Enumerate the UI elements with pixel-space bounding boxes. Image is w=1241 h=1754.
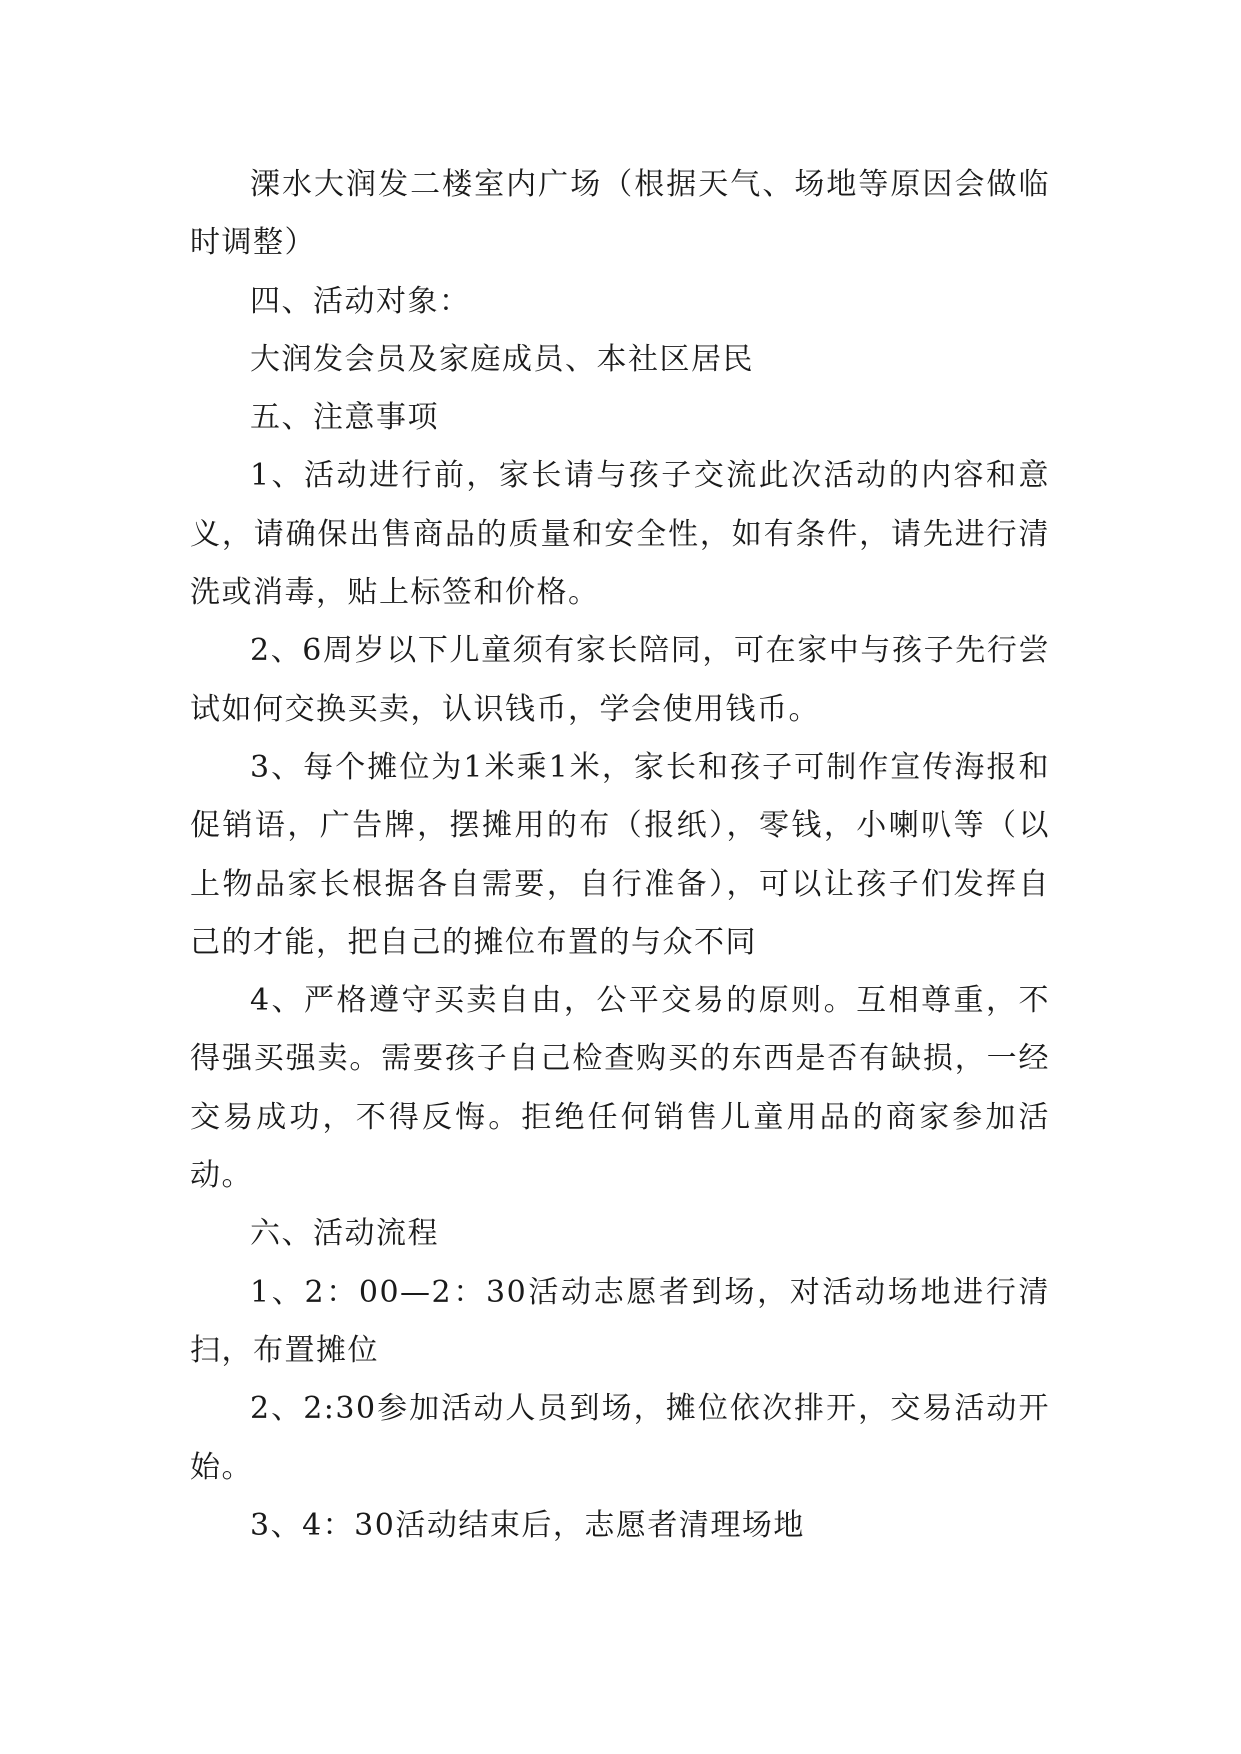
note-item-4: 4、严格遵守买卖自由，公平交易的原则。互相尊重，不得强买强卖。需要孩子自己检查购买的东西是否有缺损，一经交易成功，不得反悔。拒绝任何销售儿童用品的商家参加活动。 bbox=[190, 983, 1050, 1194]
section-heading-participants: 四、活动对象： bbox=[250, 283, 471, 319]
document-body bbox=[190, 156, 1050, 1555]
section-heading-schedule: 六、活动流程 bbox=[250, 1216, 439, 1252]
venue-paragraph: 溧水大润发二楼室内广场（根据天气、场地等原因会做临时调整） bbox=[190, 167, 1050, 261]
note-item-2: 2、6周岁以下儿童须有家长陪同，可在家中与孩子先行尝试如何交换买卖，认识钱币，学会使用钱币。 bbox=[190, 633, 1050, 727]
schedule-item-3: 3、4：30活动结束后，志愿者清理场地 bbox=[250, 1507, 805, 1543]
participants-paragraph: 大润发会员及家庭成员、本社区居民 bbox=[250, 341, 754, 377]
note-item-3: 3、每个摊位为1米乘1米，家长和孩子可制作宣传海报和促销语，广告牌，摆摊用的布（报纸），零钱，小喇叭等（以上物品家长根据各自需要，自行准备），可以让孩子们发挥自己的才能，把自己的摊位布置的与众不同 bbox=[190, 749, 1050, 960]
note-item-1: 1、活动进行前，家长请与孩子交流此次活动的内容和意义，请确保出售商品的质量和安全性，如有条件，请先进行清洗或消毒，贴上标签和价格。 bbox=[190, 458, 1050, 611]
schedule-item-1: 1、2：00—2：30活动志愿者到场，对活动场地进行清扫，布置摊位 bbox=[190, 1274, 1050, 1368]
schedule-item-2: 2、2:30参加活动人员到场，摊位依次排开，交易活动开始。 bbox=[190, 1391, 1050, 1485]
section-heading-notes: 五、注意事项 bbox=[250, 400, 439, 436]
